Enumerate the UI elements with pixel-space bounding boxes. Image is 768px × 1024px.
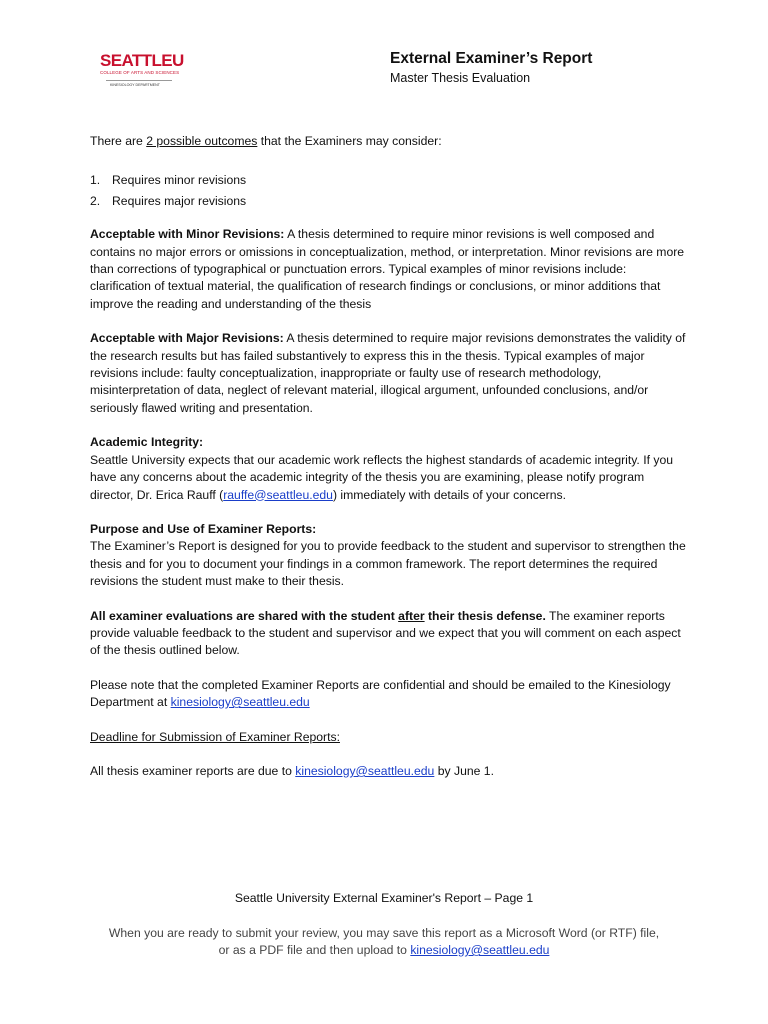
shared-bold-after-word: after: [398, 608, 425, 623]
integrity-heading: [90, 434, 690, 451]
footer-email-link[interactable]: kinesiology@seattleu.edu: [410, 943, 550, 957]
report-subtitle: Master Thesis Evaluation: [390, 71, 531, 85]
deadline-heading: [90, 729, 690, 746]
minor-revisions-heading: Acceptable with Minor Revisions:: [90, 227, 285, 242]
deadline-text-before: All thesis examiner reports are due to: [90, 763, 296, 778]
intro-text-after: that the Examiners may consider:: [257, 134, 442, 148]
list-text: Requires minor revisions: [112, 173, 247, 188]
major-revisions-text: A thesis determined to require major revisions demonstrates the validity of the research results but has failed substantively to express this in the thesis. Typical examples of major revisions include: faulty conceptualization, inappropriate or faulty use of research methodology, misinterpretation of data, neglect of relevant material, illogical argument, unfounded conclusions, and/or seriously flawed writing and presentation.: [90, 331, 686, 415]
deadline-paragraph: [90, 763, 690, 780]
logo-divider: [106, 80, 172, 81]
report-title: External Examiner’s Report: [390, 50, 593, 67]
minor-revisions-text: A thesis determined to require minor revisions is well composed and contains no major errors or omissions in conceptualization, method, or interpretation. Minor revisions are more than corrections of typographical or punctuation errors. Typical examples of minor revisions include: clarification of textual material, the qualification of research findings or conclusions, or minor additions that improve the reading and understanding of the thesis: [90, 227, 685, 311]
submission-note-line2: [0, 942, 768, 959]
integrity-heading-text: Academic Integrity:: [90, 435, 204, 450]
major-revisions-paragraph: [90, 330, 690, 417]
list-item: [90, 193, 690, 210]
major-revisions-heading: Acceptable with Major Revisions:: [90, 331, 284, 346]
deadline-text-after: by June 1.: [434, 763, 494, 778]
rauffe-email-link[interactable]: rauffe@seattleu.edu: [223, 487, 333, 502]
shared-bold-text: [90, 609, 546, 623]
purpose-heading: [90, 521, 690, 538]
purpose-heading-text: Purpose and Use of Examiner Reports:: [90, 521, 317, 536]
list-item: [90, 172, 690, 189]
shared-paragraph: [90, 608, 690, 660]
integrity-text-before: Seattle University expects that our academic work reflects the highest standards of academic integrity. If you have any concerns about the academic integrity of the thesis you are examining, please notify program director, Dr. Erica Rauff (: [90, 452, 674, 502]
submission-note: [0, 925, 768, 959]
shared-text: The examiner reports provide valuable feedback to the student and supervisor and we expect that you will comment on each aspect of the thesis outlined below.: [90, 608, 681, 658]
document-body: [90, 133, 690, 780]
confidential-text: Please note that the completed Examiner Reports are confidential and should be emailed to the Kinesiology Department at: [90, 677, 671, 710]
purpose-paragraph: The Examiner’s Report is designed for you to provide feedback to the student and supervisor to strengthen the thesis and for you to document your findings in a common framework. The report determines the required revisions the student must make to their thesis.: [90, 539, 686, 589]
intro-paragraph: [90, 133, 690, 150]
confidential-paragraph: [90, 677, 690, 712]
intro-text-before: There are: [90, 134, 147, 148]
outcomes-list: [90, 172, 690, 210]
submission-note-line1: When you are ready to submit your review, you may save this report as a Microsoft Word (or RTF) file,: [108, 926, 660, 940]
logo-wordmark: SEATTLEU: [100, 51, 184, 70]
deadline-email-link[interactable]: kinesiology@seattleu.edu: [295, 763, 435, 778]
list-text: Requires major revisions: [112, 193, 247, 208]
shared-bold-before: All examiner evaluations are shared with the student: [90, 608, 399, 623]
logo-department: KINESIOLOGY DEPARTMENT: [110, 83, 160, 87]
logo-college: COLLEGE OF ARTS AND SCIENCES: [100, 70, 180, 75]
deadline-heading-text: Deadline for Submission of Examiner Reports:: [90, 729, 340, 744]
page-footer-label: Seattle University External Examiner's Report – Page 1: [234, 891, 534, 905]
minor-revisions-paragraph: [90, 226, 690, 313]
list-number: 2.: [90, 193, 101, 208]
report-header: [390, 49, 592, 87]
list-number: 1.: [90, 173, 101, 188]
intro-underlined: 2 possible outcomes: [146, 134, 258, 148]
integrity-text-after: ) immediately with details of your concerns.: [332, 487, 566, 502]
kinesiology-email-link[interactable]: kinesiology@seattleu.edu: [170, 695, 310, 710]
seattleu-logo: [100, 51, 184, 88]
shared-bold-end: their thesis defense.: [424, 608, 546, 623]
integrity-paragraph: [90, 452, 690, 504]
submission-note-text: or as a PDF file and then upload to: [218, 943, 411, 957]
